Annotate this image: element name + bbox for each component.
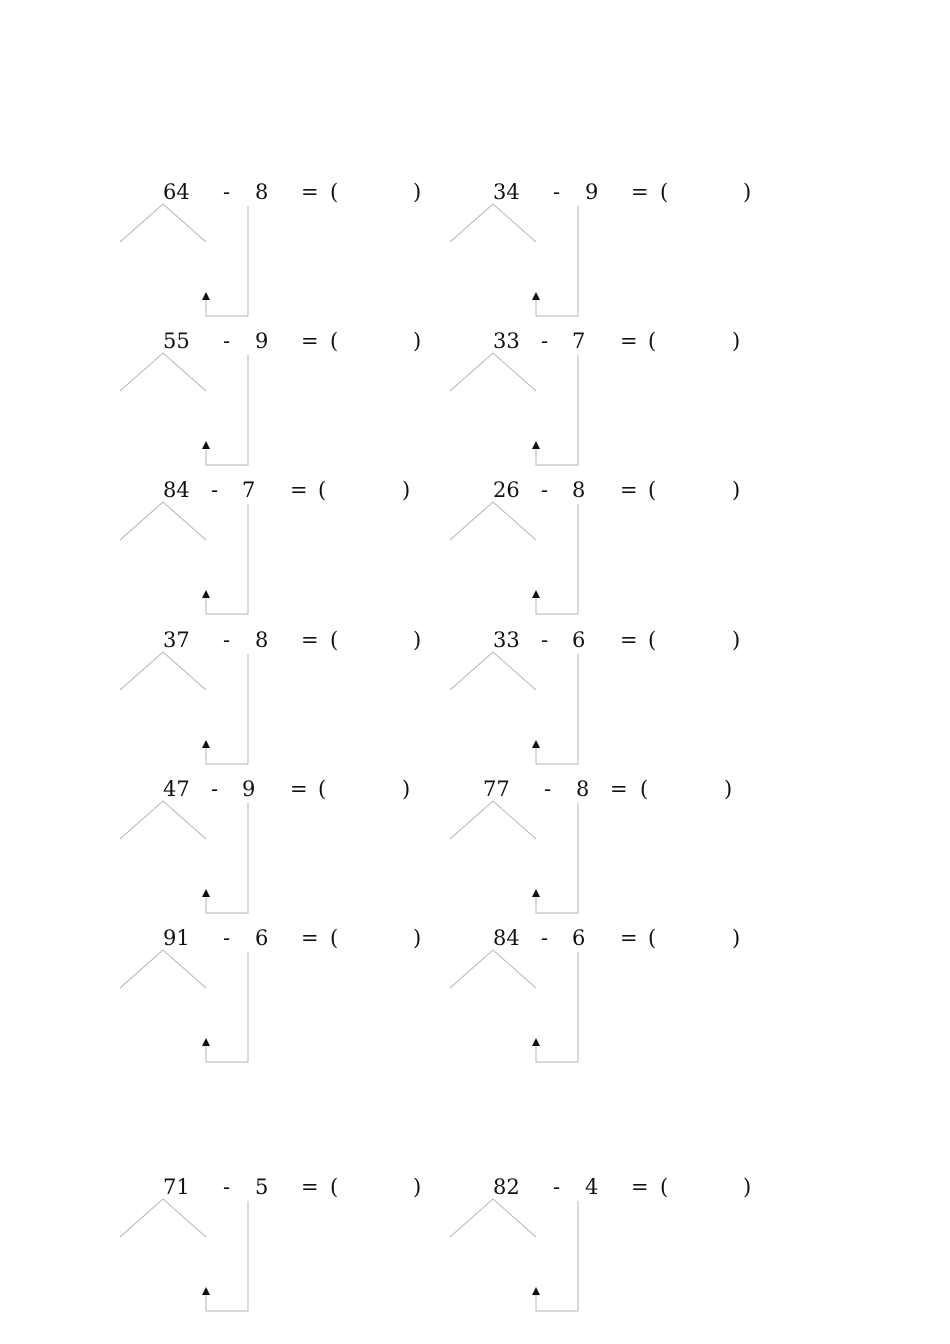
answer-open-paren: (	[648, 926, 657, 950]
equals-sign: =	[620, 478, 638, 502]
decomposition-diagram	[120, 628, 260, 768]
minus-sign: -	[553, 180, 561, 204]
answer-open-paren: (	[318, 777, 327, 801]
minus-sign: -	[541, 478, 549, 502]
decomposition-diagram	[450, 926, 590, 1066]
split-branch-lines	[450, 204, 536, 242]
answer-open-paren: (	[330, 628, 339, 652]
split-branch-lines	[120, 1199, 206, 1237]
subtrahend-number: 6	[255, 926, 269, 950]
carry-arrow-line	[536, 952, 578, 1062]
decomposition-diagram	[450, 777, 590, 917]
answer-close-paren: )	[402, 478, 411, 502]
minus-sign: -	[223, 180, 231, 204]
minus-sign: -	[541, 926, 549, 950]
equals-sign: =	[301, 926, 319, 950]
minuend-number: 34	[493, 180, 520, 204]
subtraction-problem	[450, 777, 770, 917]
answer-open-paren: (	[640, 777, 649, 801]
carry-arrow-line	[536, 355, 578, 465]
arrow-head-icon	[202, 292, 210, 300]
carry-arrow-line	[206, 654, 248, 764]
answer-close-paren: )	[732, 926, 741, 950]
subtrahend-number: 9	[585, 180, 599, 204]
subtrahend-number: 9	[242, 777, 256, 801]
decomposition-diagram	[120, 478, 260, 618]
split-branch-lines	[120, 204, 206, 242]
equals-sign: =	[610, 777, 628, 801]
arrow-head-icon	[202, 740, 210, 748]
carry-arrow-line	[206, 355, 248, 465]
arrow-head-icon	[532, 590, 540, 598]
subtraction-problem	[450, 926, 770, 1066]
split-branch-lines	[450, 502, 536, 540]
minuend-number: 47	[163, 777, 190, 801]
arrow-head-icon	[532, 889, 540, 897]
subtrahend-number: 9	[255, 329, 269, 353]
answer-open-paren: (	[648, 329, 657, 353]
minus-sign: -	[211, 478, 219, 502]
answer-open-paren: (	[318, 478, 327, 502]
minus-sign: -	[223, 329, 231, 353]
subtraction-problem	[450, 180, 770, 320]
split-branch-lines	[450, 1199, 536, 1237]
decomposition-diagram	[450, 628, 590, 768]
answer-close-paren: )	[724, 777, 733, 801]
subtrahend-number: 8	[576, 777, 590, 801]
answer-close-paren: )	[743, 180, 752, 204]
carry-arrow-line	[206, 952, 248, 1062]
subtrahend-number: 7	[242, 478, 256, 502]
minus-sign: -	[541, 628, 549, 652]
carry-arrow-line	[206, 1201, 248, 1311]
minuend-number: 26	[493, 478, 520, 502]
equals-sign: =	[620, 329, 638, 353]
arrow-head-icon	[202, 441, 210, 449]
carry-arrow-line	[536, 654, 578, 764]
minus-sign: -	[211, 777, 219, 801]
equals-sign: =	[631, 1175, 649, 1199]
minus-sign: -	[544, 777, 552, 801]
decomposition-diagram	[450, 329, 590, 469]
equals-sign: =	[301, 329, 319, 353]
subtraction-problem	[120, 628, 440, 768]
answer-open-paren: (	[330, 180, 339, 204]
subtrahend-number: 8	[255, 628, 269, 652]
answer-close-paren: )	[743, 1175, 752, 1199]
carry-arrow-line	[536, 1201, 578, 1311]
minuend-number: 37	[163, 628, 190, 652]
decomposition-diagram	[120, 1175, 260, 1315]
carry-arrow-line	[206, 206, 248, 316]
minuend-number: 33	[493, 628, 520, 652]
minus-sign: -	[541, 329, 549, 353]
answer-close-paren: )	[413, 628, 422, 652]
answer-close-paren: )	[413, 329, 422, 353]
arrow-head-icon	[532, 740, 540, 748]
subtraction-problem	[120, 478, 440, 618]
split-branch-lines	[450, 801, 536, 839]
answer-close-paren: )	[732, 628, 741, 652]
subtraction-problem	[450, 329, 770, 469]
subtraction-problem	[120, 777, 440, 917]
decomposition-diagram	[120, 180, 260, 320]
subtrahend-number: 8	[255, 180, 269, 204]
minuend-number: 82	[493, 1175, 520, 1199]
equals-sign: =	[631, 180, 649, 204]
answer-close-paren: )	[732, 329, 741, 353]
arrow-head-icon	[202, 889, 210, 897]
arrow-head-icon	[532, 1287, 540, 1295]
subtraction-problem	[450, 478, 770, 618]
arrow-head-icon	[532, 1038, 540, 1046]
subtraction-problem	[120, 926, 440, 1066]
split-branch-lines	[120, 353, 206, 391]
arrow-head-icon	[532, 441, 540, 449]
answer-close-paren: )	[732, 478, 741, 502]
minuend-number: 91	[163, 926, 190, 950]
answer-close-paren: )	[413, 926, 422, 950]
subtrahend-number: 5	[255, 1175, 269, 1199]
minuend-number: 71	[163, 1175, 190, 1199]
answer-open-paren: (	[330, 1175, 339, 1199]
minuend-number: 84	[163, 478, 190, 502]
split-branch-lines	[120, 950, 206, 988]
subtraction-problem	[120, 1175, 440, 1315]
carry-arrow-line	[206, 504, 248, 614]
split-branch-lines	[450, 353, 536, 391]
minus-sign: -	[223, 926, 231, 950]
arrow-head-icon	[202, 1038, 210, 1046]
decomposition-diagram	[120, 926, 260, 1066]
equals-sign: =	[290, 478, 308, 502]
decomposition-diagram	[120, 777, 260, 917]
split-branch-lines	[120, 801, 206, 839]
equals-sign: =	[620, 926, 638, 950]
answer-close-paren: )	[413, 180, 422, 204]
decomposition-diagram	[450, 1175, 590, 1315]
carry-arrow-line	[206, 803, 248, 913]
answer-open-paren: (	[330, 926, 339, 950]
minuend-number: 77	[483, 777, 510, 801]
carry-arrow-line	[536, 803, 578, 913]
split-branch-lines	[120, 502, 206, 540]
minuend-number: 64	[163, 180, 190, 204]
minus-sign: -	[223, 628, 231, 652]
decomposition-diagram	[450, 478, 590, 618]
minus-sign: -	[553, 1175, 561, 1199]
answer-close-paren: )	[402, 777, 411, 801]
subtrahend-number: 8	[572, 478, 586, 502]
split-branch-lines	[450, 950, 536, 988]
subtrahend-number: 7	[572, 329, 586, 353]
answer-open-paren: (	[660, 180, 669, 204]
answer-close-paren: )	[413, 1175, 422, 1199]
subtrahend-number: 6	[572, 926, 586, 950]
carry-arrow-line	[536, 206, 578, 316]
subtraction-problem	[120, 329, 440, 469]
decomposition-diagram	[450, 180, 590, 320]
subtrahend-number: 4	[585, 1175, 599, 1199]
split-branch-lines	[120, 652, 206, 690]
subtraction-problem	[450, 628, 770, 768]
equals-sign: =	[301, 628, 319, 652]
equals-sign: =	[290, 777, 308, 801]
arrow-head-icon	[202, 590, 210, 598]
minuend-number: 55	[163, 329, 190, 353]
minus-sign: -	[223, 1175, 231, 1199]
answer-open-paren: (	[660, 1175, 669, 1199]
arrow-head-icon	[202, 1287, 210, 1295]
arrow-head-icon	[532, 292, 540, 300]
equals-sign: =	[301, 1175, 319, 1199]
carry-arrow-line	[536, 504, 578, 614]
equals-sign: =	[620, 628, 638, 652]
subtrahend-number: 6	[572, 628, 586, 652]
equals-sign: =	[301, 180, 319, 204]
answer-open-paren: (	[648, 628, 657, 652]
answer-open-paren: (	[330, 329, 339, 353]
answer-open-paren: (	[648, 478, 657, 502]
subtraction-problem	[450, 1175, 770, 1315]
minuend-number: 84	[493, 926, 520, 950]
minuend-number: 33	[493, 329, 520, 353]
decomposition-diagram	[120, 329, 260, 469]
subtraction-problem	[120, 180, 440, 320]
split-branch-lines	[450, 652, 536, 690]
